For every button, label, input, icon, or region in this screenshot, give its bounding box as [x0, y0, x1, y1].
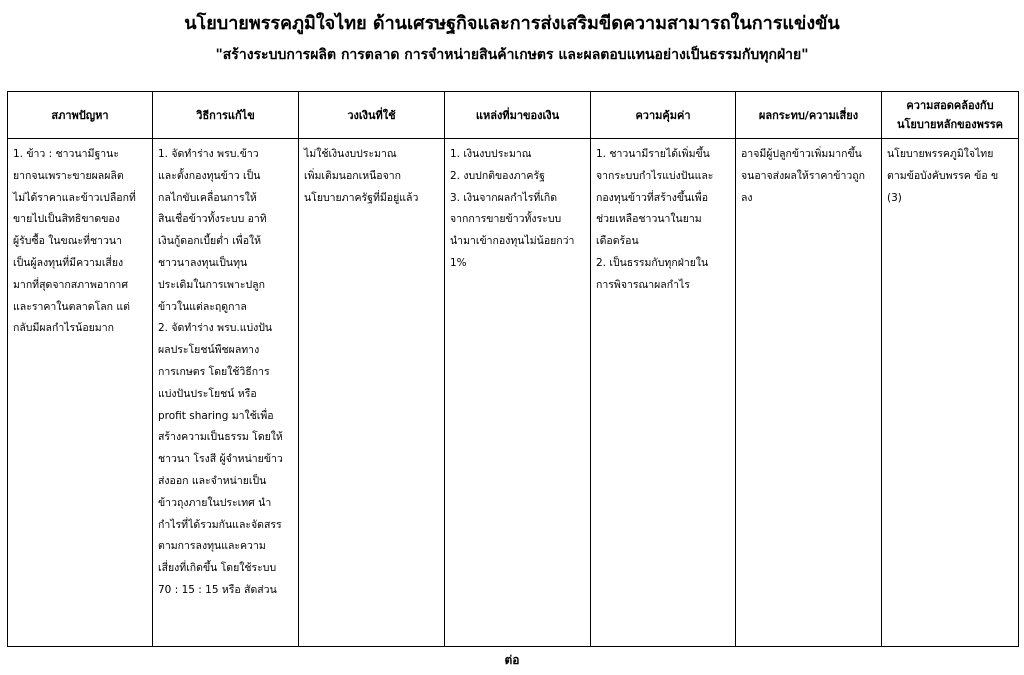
cell-line: ประเดิมในการเพาะปลูก — [158, 278, 265, 291]
cell-line: เป็นผู้ลงทุนที่มีความเสี่ยง — [13, 256, 124, 269]
header-solution: วิธีการแก้ไข — [153, 92, 299, 139]
cell-line: ชาวนา โรงสี ผู้จำหน่ายข้าว — [158, 453, 283, 466]
cell-line: ยากจนเพราะขายผลผลิต — [13, 169, 124, 182]
cell-line: ขายไปเป็นสิทธิขาดของ — [13, 213, 120, 226]
cell-line: ผลประโยชน์พืชผลทาง — [158, 344, 260, 357]
cell-line: 1% — [450, 256, 467, 269]
cell-line: กำไรที่ได้รวมกันและจัดสรร — [158, 518, 282, 531]
cell-line: ส่งออก และจำหน่ายเป็น — [158, 474, 267, 487]
cell-line: และตั้งกองทุนข้าว เป็น — [158, 169, 261, 182]
policy-table — [7, 91, 1019, 647]
cell-solution — [153, 139, 299, 647]
header-value: ความคุ้มค่า — [591, 92, 736, 139]
cell-line: 2. เป็นธรรมกับทุกฝ่ายใน — [596, 256, 709, 269]
cell-line: ชาวนาลงทุนเป็นทุน — [158, 256, 248, 269]
header-problem: สภาพปัญหา — [8, 92, 153, 139]
continued-label: ต่อ — [504, 653, 520, 667]
cell-line: (3) — [887, 191, 902, 204]
cell-line: ข้าวถุงภายในประเทศ นำ — [158, 496, 272, 509]
document-title: นโยบายพรรคภูมิใจไทย ด้านเศรษฐกิจและการส่งเสริมขีดความสามารถในการแข่งขัน — [184, 13, 840, 34]
table-row — [8, 139, 1019, 647]
cell-line: 3. เงินจากผลกำไรที่เกิด — [450, 191, 558, 204]
cell-line: จากการขายข้าวทั้งระบบ — [450, 213, 562, 226]
header-impact: ผลกระทบ/ความเสี่ยง — [736, 92, 882, 139]
cell-line: การเกษตร โดยใช้วิธีการ — [158, 365, 270, 378]
cell-line: ตามการลงทุนและความ — [158, 540, 266, 553]
cell-line: แบ่งปันประโยชน์ หรือ — [158, 387, 257, 400]
cell-line: profit sharing มาใช้เพื่อ — [158, 409, 274, 422]
cell-line: เดือดร้อน — [596, 235, 639, 248]
cell-line: ผู้รับซื้อ ในขณะที่ชาวนา — [13, 235, 123, 248]
cell-line: 1. ข้าว : ชาวนามีฐานะ — [13, 148, 119, 160]
cell-funding — [445, 139, 591, 647]
cell-line: อาจมีผู้ปลูกข้าวเพิ่มมากขึ้น — [741, 148, 862, 160]
cell-line: 70 : 15 : 15 หรือ สัดส่วน — [158, 583, 277, 596]
cell-impact — [736, 139, 882, 647]
cell-line: กลไกขับเคลื่อนการให้ — [158, 191, 257, 204]
cell-line: เพิ่มเติมนอกเหนือจาก — [304, 169, 402, 182]
cell-line: 2. จัดทำร่าง พรบ.แบ่งปัน — [158, 322, 273, 335]
cell-line: ลง — [741, 191, 753, 204]
cell-alignment — [882, 139, 1019, 647]
cell-line: กองทุนข้าวที่สร้างขึ้นเพื่อ — [596, 191, 709, 204]
cell-line: 1. จัดทำร่าง พรบ.ข้าว — [158, 148, 259, 160]
table-header-row — [8, 92, 1019, 139]
cell-line: นโยบายพรรคภูมิใจไทย — [887, 148, 994, 160]
cell-line: กลับมีผลกำไรน้อยมาก — [13, 322, 114, 335]
cell-value — [591, 139, 736, 647]
cell-line: 1. เงินงบประมาณ — [450, 148, 532, 160]
header-alignment — [882, 92, 1019, 139]
cell-line: การพิจารณาผลกำไร — [596, 278, 690, 291]
cell-line: สินเชื่อข้าวทั้งระบบ อาทิ — [158, 213, 267, 226]
cell-line: นำมาเข้ากองทุนไม่น้อยกว่า — [450, 235, 575, 248]
cell-line: ช่วยเหลือชาวนาในยาม — [596, 213, 702, 226]
cell-line: นโยบายภาครัฐที่มีอยู่แล้ว — [304, 191, 419, 204]
cell-line: 2. งบปกติของภาครัฐ — [450, 169, 545, 182]
cell-line: จากระบบกำไรแบ่งปันและ — [596, 169, 714, 182]
cell-line: เสี่ยงที่เกิดขึ้น โดยใช้ระบบ — [158, 562, 277, 575]
header-funding: แหล่งที่มาของเงิน — [445, 92, 591, 139]
cell-budget — [299, 139, 445, 647]
cell-line: ไม่ได้ราคาและข้าวเปลือกที่ — [13, 191, 136, 204]
cell-line: 1. ชาวนามีรายได้เพิ่มขึ้น — [596, 148, 710, 160]
header-alignment-line: ความสอดคล้องกับ — [906, 99, 994, 112]
cell-line: และราคาในตลาดโลก แต่ — [13, 300, 130, 313]
cell-line: เงินกู้ดอกเบี้ยต่ำ เพื่อให้ — [158, 235, 262, 248]
cell-line: มากที่สุดจากสภาพอากาศ — [13, 278, 128, 291]
cell-line: ไม่ใช้เงินงบประมาณ — [304, 148, 397, 160]
cell-line: สร้างความเป็นธรรม โดยให้ — [158, 431, 283, 444]
header-budget: วงเงินที่ใช้ — [299, 92, 445, 139]
cell-line: ข้าวในแต่ละฤดูกาล — [158, 300, 247, 313]
cell-line: จนอาจส่งผลให้ราคาข้าวถูก — [741, 169, 865, 182]
header-alignment-line: นโยบายหลักของพรรค — [896, 118, 1004, 131]
cell-problem — [8, 139, 153, 647]
document-subtitle: "สร้างระบบการผลิต การตลาด การจำหน่ายสินค้าเกษตร และผลตอบแทนอย่างเป็นธรรมกับทุกฝ่าย" — [215, 47, 809, 63]
cell-line: ตามข้อบังคับพรรค ข้อ ข — [887, 169, 999, 182]
